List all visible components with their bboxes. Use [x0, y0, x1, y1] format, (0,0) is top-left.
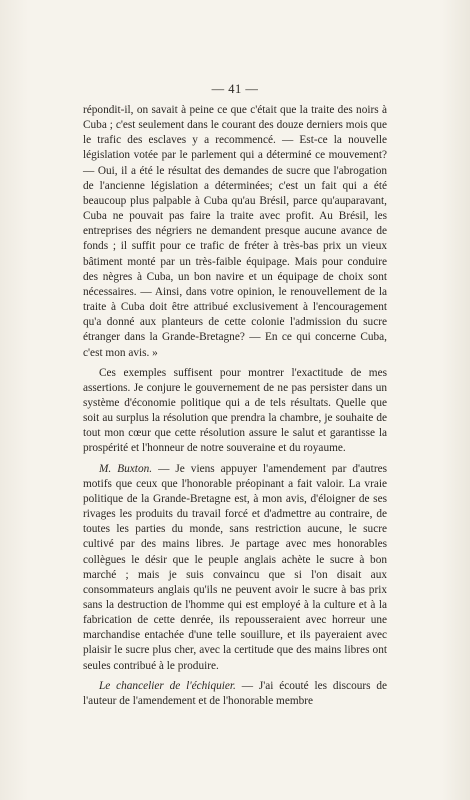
speaker-name: M. Buxton.: [99, 462, 153, 475]
paragraph-text: — J'ai écouté les discours de l'auteur de l'amendement et de l'honorable membre: [83, 679, 387, 707]
page-number: — 41 —: [211, 82, 259, 96]
page-body: [83, 103, 387, 714]
paragraph-chancelier: [83, 679, 387, 709]
paragraph-conclusion: [83, 366, 387, 457]
paragraph-continuation: [83, 103, 387, 361]
speaker-name: Le chancelier de l'échiquier.: [99, 679, 236, 692]
paragraph-text: — Je viens appuyer l'amendement par d'autres motifs que ceux que l'honorable préopinant a fait valoir. La vraie politique de la Grande-Bretagne est, à mon avis, d'éloigner de ses rivages les produits du travail forcé et d'admettre au contraire, de toutes les parties du monde, sans restriction aucune, le sucre cultivé par des mains libres. Je partage avec mes honorables collègues le désir que le peuple anglais achète le sucre à bon marché ; mais je suis convaincu que si l'on disait aux consommateurs anglais qu'ils ne peuvent avoir le sucre à bas prix sans la destruction de l'homme qui est employé à la culture et à la fabrication de cette denrée, ils repousseraient avec horreur une marchandise entachée d'une telle souillure, et ils payeraient avec plaisir le sucre plus cher, avec la certitude que des mains libres ont seules contribué à le produire.: [83, 462, 387, 672]
paragraph-text: Ces exemples suffisent pour montrer l'exactitude de mes assertions. Je conjure le gouvernement de ne pas persister dans un système d'économie politique qui a de tels résultats. Quelle que soit au surplus la résolution que prendra la chambre, je souhaite de tout mon cœur que cette résolution assure le salut et garantisse la prospérité et l'honneur de notre souveraine et du royaume.: [83, 366, 387, 455]
paragraph-buxton: [83, 462, 387, 674]
paragraph-text: répondit-il, on savait à peine ce que c'était que la traite des noirs à Cuba ; c'est seulement dans le courant des douze derniers mois que le trafic des esclaves y a recommencé. — Est-ce la nouvelle législation votée par le parlement qui a déterminé ce mouvement? — Oui, il a été le résultat des demandes de sucre que l'abrogation de l'ancienne législation a déterminées; c'est un fait qui a été beaucoup plus palpable à Cuba qu'au Brésil, parce qu'auparavant, Cuba ne pouvait pas faire la traite avec profit. Au Brésil, les entreprises des négriers ne demandent presque aucune avance de fonds ; il suffit pour ce trafic de fréter à très-bas prix un vieux bâtiment monté par un très-faible équipage. Mais pour conduire des nègres à Cuba, un bon navire et un équipage de choix sont nécessaires. — Ainsi, dans votre opinion, le renouvellement de la traite à Cuba doit être attribué exclusivement à l'encouragement qu'a donné aux planteurs de cette colonie l'admission du sucre étranger dans la Grande-Bretagne? — En ce qui concerne Cuba, c'est mon avis. »: [83, 104, 387, 359]
